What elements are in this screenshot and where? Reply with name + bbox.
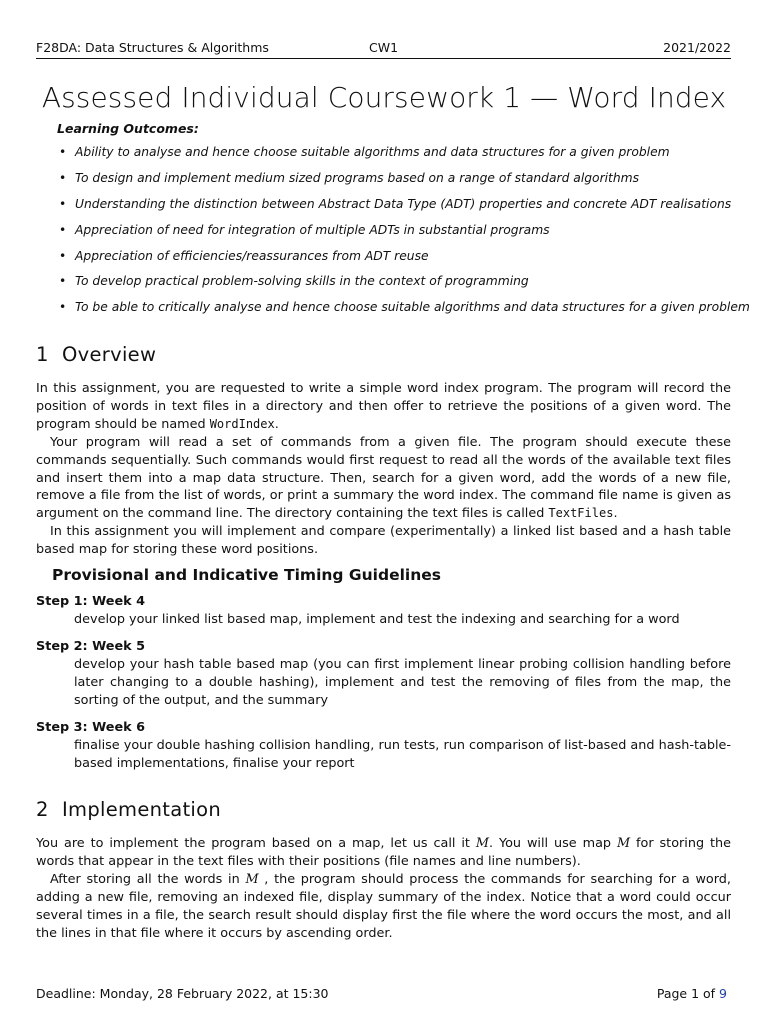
paragraph	[36, 434, 731, 524]
paragraph	[36, 871, 731, 943]
bullet-icon: •	[59, 274, 67, 289]
list-item-text: Appreciation of efficiencies/reassurances from ADT reuse	[75, 248, 429, 263]
math-symbol: M	[245, 871, 259, 887]
list-item-text: Ability to analyse and hence choose suitable algorithms and data structures for a given problem	[75, 145, 670, 159]
text: You are to implement the program based on a map, let us call it	[36, 836, 476, 851]
footer-deadline: Deadline: Monday, 28 February 2022, at 15:30	[36, 986, 329, 1001]
section-title: Implementation	[62, 798, 222, 821]
code-text: WordIndex	[209, 416, 275, 431]
text: Your program will read a set of commands from a given file. The program should execute these commands sequentially. Such commands would first request to read all the words of the available text files and insert them into a map data structure. Then, search for a given word, add the words of a new file, remove a file from the list of words, or print a summary the word index. The command file name is given as argument on the command line. The directory containing the text files is called	[36, 434, 731, 522]
section-number: 1	[36, 343, 49, 366]
section-1-body	[36, 380, 731, 559]
learning-outcomes-list	[57, 143, 750, 324]
paragraph	[36, 835, 731, 871]
list-item	[57, 221, 750, 247]
total-pages-link[interactable]: 9	[719, 986, 727, 1001]
page-prefix: Page 1 of	[656, 986, 720, 1001]
text: , the program should process the commands for searching for a word, adding a new file, removing an indexed file, display summary of the index. Notice that a word could occur several times in a file, the search result should display first the file where the word occurs the most, and all the lines in that file where it occurs by ascending order.	[36, 871, 731, 941]
list-item	[57, 247, 750, 273]
footer-page-number	[657, 985, 727, 1002]
header-rule	[36, 58, 731, 59]
header-code: CW1	[369, 40, 399, 55]
paragraph	[36, 380, 731, 434]
list-item	[57, 298, 750, 324]
text: .	[613, 506, 618, 522]
section-2-body	[36, 835, 731, 942]
bullet-icon: •	[59, 196, 67, 211]
text: After storing all the words in	[50, 871, 246, 887]
step-3-title: Step 3: Week 6	[36, 720, 145, 735]
list-item-text: To develop practical problem-solving skills in the context of programming	[75, 274, 529, 289]
list-item	[57, 272, 750, 298]
learning-outcomes-title: Learning Outcomes:	[57, 121, 199, 136]
text: for storing the words that appear in the text files with their positions (file names and line numbers).	[36, 836, 731, 869]
list-item	[57, 143, 750, 169]
step-3-description: finalise your double hashing collision handling, run tests, run comparison of list-based and hash-table-based implementations, finalise your report	[74, 738, 731, 771]
timing-heading: Provisional and Indicative Timing Guidelines	[52, 566, 441, 584]
header-course: F28DA: Data Structures & Algorithms	[36, 40, 269, 55]
bullet-icon: •	[59, 300, 67, 315]
math-symbol: M	[475, 836, 489, 851]
list-item-text: To be able to critically analyse and hence choose suitable algorithms and data structures for a given problem	[75, 300, 750, 315]
section-number: 2	[36, 798, 49, 821]
section-1-heading	[36, 342, 156, 368]
bullet-icon: •	[59, 145, 67, 159]
page-title: Assessed Individual Coursework 1 — Word Index	[41, 81, 727, 114]
header-year: 2021/2022	[663, 40, 731, 55]
section-title: Overview	[62, 343, 157, 366]
bullet-icon: •	[59, 170, 67, 185]
math-symbol: M	[616, 836, 631, 851]
bullet-icon: •	[59, 222, 67, 237]
paragraph: In this assignment you will implement and compare (experimentally) a linked list based and a hash table based map for storing these word positions.	[36, 524, 731, 558]
step-2-description: develop your hash table based map (you can first implement linear probing collision handling before later changing to a double hashing), implement and test the removing of files from the map, the sorting of the output, and the summary	[74, 657, 731, 708]
bullet-icon: •	[59, 248, 67, 263]
step-1-title: Step 1: Week 4	[36, 594, 145, 609]
text: In this assignment, you are requested to write a simple word index program. The program will record the position of words in text files in a directory and then offer to retrieve the positions of a given word. The program should be named	[36, 381, 731, 432]
list-item-text: Appreciation of need for integration of multiple ADTs in substantial programs	[75, 222, 550, 237]
list-item	[57, 169, 750, 195]
section-2-heading	[36, 797, 221, 823]
list-item-text: Understanding the distinction between Abstract Data Type (ADT) properties and concrete ADT realisations	[75, 196, 732, 211]
step-1-description: develop your linked list based map, implement and test the indexing and searching for a word	[74, 612, 680, 627]
list-item-text: To design and implement medium sized programs based on a range of standard algorithms	[75, 170, 640, 185]
list-item	[57, 195, 750, 221]
text: . You will use map	[489, 836, 617, 851]
step-2-title: Step 2: Week 5	[36, 639, 145, 654]
code-text: TextFiles	[548, 506, 614, 521]
text: .	[274, 416, 279, 432]
